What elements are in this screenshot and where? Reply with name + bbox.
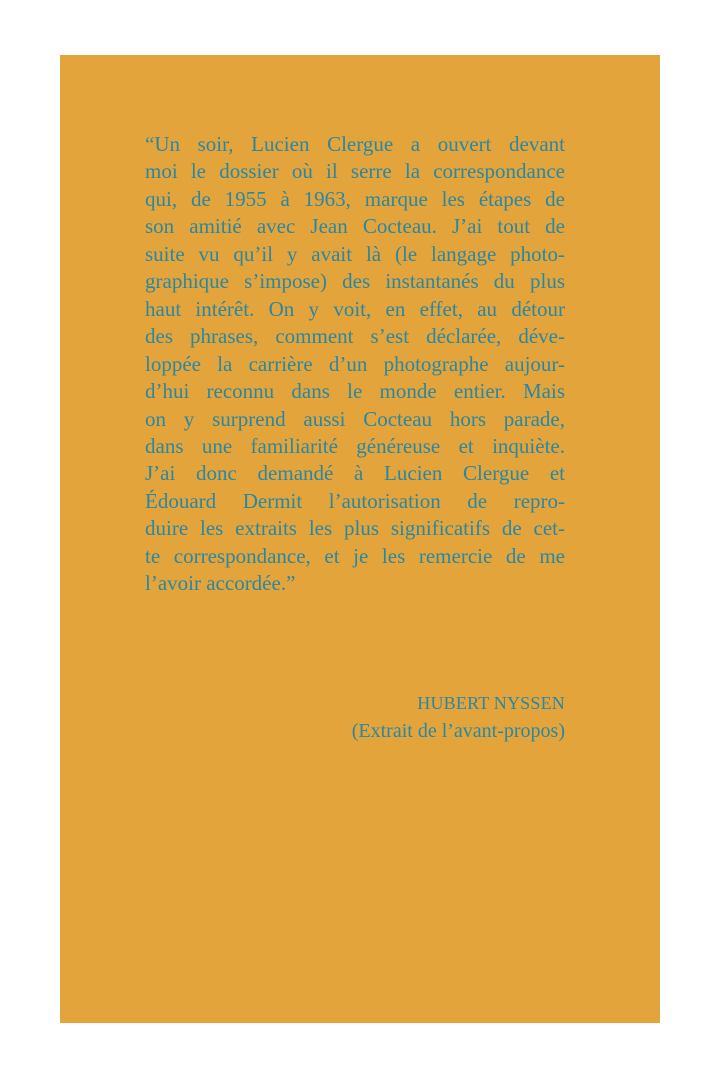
back-cover xyxy=(60,55,660,1023)
quote-text xyxy=(145,131,565,598)
quote-line: te correspondance, et je les remercie de me xyxy=(145,543,565,568)
quote-line: dans une familiarité généreuse et inquiète. xyxy=(145,433,565,458)
quote-line: J’ai donc demandé à Lucien Clergue et xyxy=(145,461,565,486)
quote-line: suite vu qu’il y avait là (le langage photo- xyxy=(145,241,565,266)
quote-line: qui, de 1955 à 1963, marque les étapes de xyxy=(145,186,565,211)
quote-line: duire les extraits les plus significatifs de cet- xyxy=(145,516,565,541)
quote-line: l’avoir accordée.” xyxy=(145,571,296,596)
quote-line: “Un soir, Lucien Clergue a ouvert devant xyxy=(145,132,565,156)
quote-line: haut intérêt. On y voit, en effet, au détour xyxy=(145,296,565,321)
quote-line: on y surprend aussi Cocteau hors parade, xyxy=(145,406,565,431)
quote-line: Édouard Dermit l’autorisation de repro- xyxy=(145,488,565,513)
author-name: HUBERT NYSSEN xyxy=(417,693,565,713)
quote-line: des phrases, comment s’est déclarée, déve- xyxy=(145,324,565,349)
source-note: (Extrait de l’avant-propos) xyxy=(351,720,565,742)
quote-line: graphique s’impose) des instantanés du plus xyxy=(145,269,565,294)
quote-line: d’hui reconnu dans le monde entier. Mais xyxy=(145,379,565,404)
quote-line: loppée la carrière d’un photographe aujour- xyxy=(145,351,565,376)
attribution xyxy=(352,690,565,746)
quote-line: son amitié avec Jean Cocteau. J’ai tout de xyxy=(145,214,565,239)
quote-line: moi le dossier où il serre la correspondance xyxy=(145,159,565,184)
